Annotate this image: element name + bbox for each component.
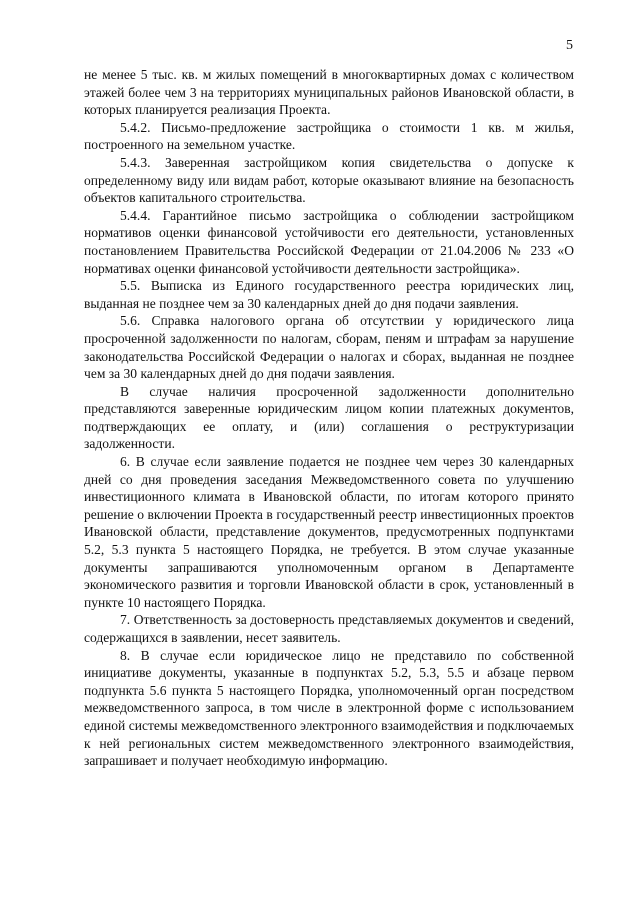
paragraph-6: 6. В случае если заявление подается не позднее чем через 30 календарных дней со дня проведения заседания Межведомственного совета по улучшению инвестиционного климата в Ивановской области, по итогам которого принято решение о включении Проекта в государственный реестр инвестиционных проектов Ивановской области, представление документов, предусмотренных подпунктами 5.2, 5.3 пункта 5 настоящего Порядка, не требуется. В этом случае указанные документы запрашиваются уполномоченным органом в Департаменте экономического развития и торговли Ивановской области в срок, установленный в пункте 10 настоящего Порядка.	[84, 454, 574, 610]
paragraph-5-6: 5.6. Справка налогового органа об отсутствии у юридического лица просроченной задолженности по налогам, сборам, пеням и штрафам за нарушение законодательства Российской Федерации о налогах и сборах, выданная не позднее чем за 30 календарных дней до дня подачи заявления.	[84, 313, 574, 382]
paragraph-5-6-debt: В случае наличия просроченной задолженности дополнительно представляются заверенные юридическим лицом копии платежных документов, подтверждающих ее оплату, и (или) соглашения о реструктуризации задолженности.	[84, 383, 574, 452]
paragraph-8: 8. В случае если юридическое лицо не представило по собственной инициативе документы, указанные в подпунктах 5.2, 5.3, 5.5 и абзаце первом подпункта 5.6 пункта 5 настоящего Порядка, уполномоченный орган посредством межведомственного запроса, в том числе в электронной форме с использованием единой системы межведомственного электронного взаимодействия и подключаемых к ней региональных систем межведомственного электронного взаимодействия, запрашивает и получает необходимую информацию.	[84, 647, 574, 769]
paragraph-5-4-4: 5.4.4. Гарантийное письмо застройщика о соблюдении застройщиком нормативов оценки финансовой устойчивости его деятельности, установленных постановлением Правительства Российской Федерации от 21.04.2006 № 233 «О нормативах оценки финансовой устойчивости деятельности застройщика».	[84, 207, 574, 276]
page-number: 5	[566, 38, 573, 53]
paragraph-continuation: не менее 5 тыс. кв. м жилых помещений в многоквартирных домах с количеством этажей более чем 3 на территориях муниципальных районов Ивановской области, в которых планируется реализация Проекта.	[84, 67, 574, 118]
paragraph-7: 7. Ответственность за достоверность представляемых документов и сведений, содержащихся в заявлении, несет заявитель.	[84, 612, 574, 645]
paragraph-5-4-3: 5.4.3. Заверенная застройщиком копия свидетельства о допуске к определенному виду или видам работ, которые оказывают влияние на безопасность объектов капитального строительства.	[84, 154, 574, 206]
paragraph-5-4-2: 5.4.2. Письмо-предложение застройщика о стоимости 1 кв. м жилья, построенного на земельном участке.	[84, 119, 574, 153]
document-body	[84, 66, 574, 770]
paragraph-5-5: 5.5. Выписка из Единого государственного реестра юридических лиц, выданная не позднее чем за 30 календарных дней до дня подачи заявления.	[84, 278, 574, 311]
